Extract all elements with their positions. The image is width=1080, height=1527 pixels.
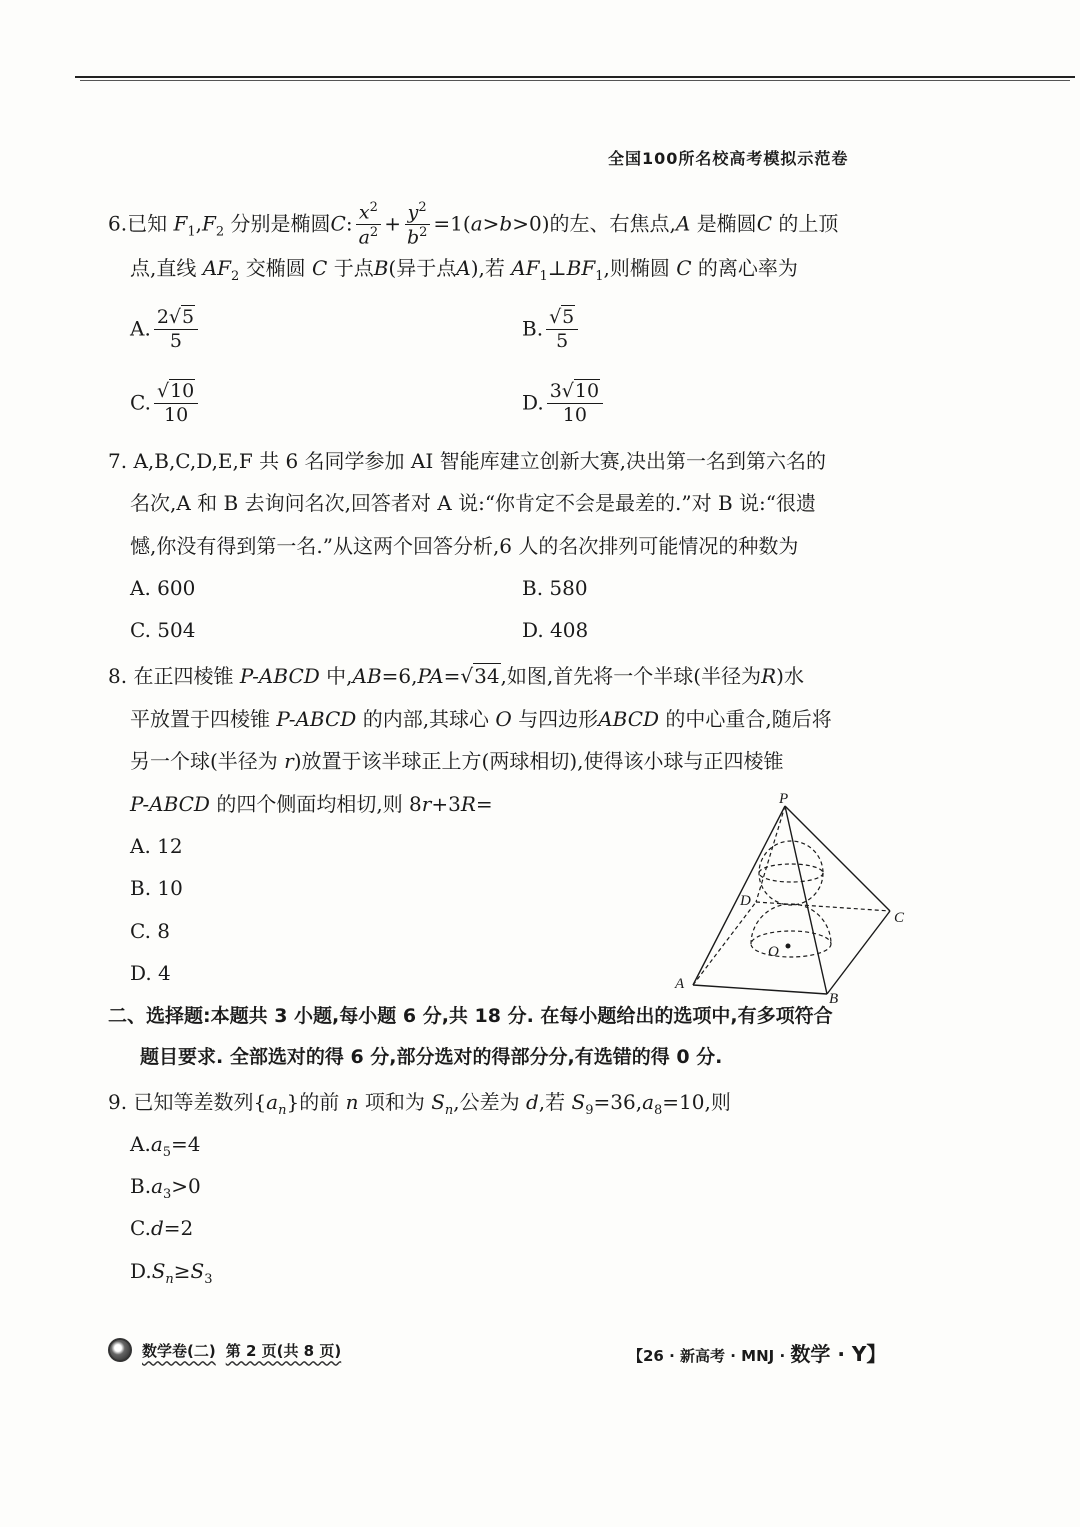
q8-line-3: 另一个球(半径为 r)放置于该半球正上方(两球相切),使得该小球与正四棱锥 xyxy=(130,749,784,773)
pyramid-figure xyxy=(660,785,920,1010)
small-sphere-equator xyxy=(759,864,823,882)
header-rule xyxy=(75,76,1075,78)
label-B: B xyxy=(829,991,839,1007)
q7-option-b: B. 580 xyxy=(522,576,588,600)
footer-left xyxy=(108,1338,341,1362)
hemisphere-base xyxy=(751,931,831,957)
q7-option-c: C. 504 xyxy=(130,618,196,642)
q8-line-4: P-ABCD 的四个侧面均相切,则 8r+3R= xyxy=(130,792,493,816)
label-C: C xyxy=(894,910,905,926)
q6-option-d: D. $\frac{3√10}{10}$ xyxy=(522,380,606,428)
label-A: A xyxy=(675,976,685,992)
header-title: 全国100所名校高考模拟示范卷 xyxy=(608,149,849,168)
footer-right: 【26 · 新高考 · MNJ · 数学 · Y】 xyxy=(628,1342,887,1366)
q6-option-a: A. $\frac{2√5}{5}$ xyxy=(130,306,201,354)
q8-option-b: B. 10 xyxy=(130,876,183,900)
school-logo-icon xyxy=(108,1338,132,1362)
section2-heading-line-1: 二、选择题:本题共 3 小题,每小题 6 分,共 18 分. 在每小题给出的选项中,有多项符合 xyxy=(108,1005,833,1027)
q7-line-1: 7. A,B,C,D,E,F 共 6 名同学参加 AI 智能库建立创新大赛,决出第一名到第六名的 xyxy=(108,449,826,473)
header-rule-thin xyxy=(80,80,1070,81)
small-sphere xyxy=(759,841,823,905)
q8-option-a: A. 12 xyxy=(130,834,183,858)
edge-BC xyxy=(827,911,890,994)
label-P: P xyxy=(779,791,789,807)
q7-line-2: 名次,A 和 B 去询问名次,回答者对 A 说:“你肯定不会是最差的.”对 B 说:“很遗 xyxy=(130,491,817,515)
hemisphere-dome xyxy=(751,904,831,944)
footer-paper-name: 数学卷(二) xyxy=(142,1341,216,1360)
edge-PB xyxy=(785,806,827,994)
q9-option-d: $D.S_n\ge S_3$ xyxy=(130,1259,213,1287)
label-D: D xyxy=(740,893,751,909)
edge-AD-hidden xyxy=(693,902,756,985)
q6-option-c: C. $\frac{√10}{10}$ xyxy=(130,380,201,428)
q9-option-c: C.d=2 xyxy=(130,1216,194,1240)
q9-stem: 9. 已知等差数列$\{a_n\}$的前 n 项和为 $S_n$,公差为 d,若 $S_9=36,a_8=10$,则 xyxy=(108,1090,731,1118)
q7-line-3: 憾,你没有得到第一名.”从这两个回答分析,6 人的名次排列可能情况的种数为 xyxy=(130,534,799,558)
edge-DC-hidden xyxy=(756,902,890,911)
edge-PC xyxy=(785,806,890,911)
q8-option-c: C. 8 xyxy=(130,919,171,943)
q8-line-2: 平放置于四棱锥 P-ABCD 的内部,其球心 O 与四边形ABCD 的中心重合,随后将 xyxy=(130,707,832,731)
q7-option-a: A. 600 xyxy=(130,576,196,600)
q6-frac-y: $\frac{y^2}{b^2}$ xyxy=(404,200,430,250)
q6-line-1: 6.已知 $F_1,F_2$ 分别是椭圆C: $\frac{x^2}{a^2}$ + $\frac{y^2}{b^2}$ =1(a>b>0)的左、右焦点,A 是椭圆C 的上顶 xyxy=(108,200,839,249)
q6-option-b: B. $\frac{√5}{5}$ xyxy=(522,306,581,354)
q7-option-d: D. 408 xyxy=(522,618,589,642)
label-O: O xyxy=(768,944,779,960)
edge-AB xyxy=(693,985,827,994)
footer-page-number: 第 2 页(共 8 页) xyxy=(225,1341,342,1360)
center-point-O xyxy=(786,944,791,949)
q6-line-2: 点,直线 $AF_2$ 交椭圆 C 于点B(异于点A),若 $AF_1\perp BF_1$,则椭圆 C 的离心率为 xyxy=(130,256,798,284)
q8-line-1: 8. 在正四棱锥 P-ABCD 中,AB=6,PA=√34,如图,首先将一个半球(半径为R)水 xyxy=(108,664,804,688)
q8-option-d: D. 4 xyxy=(130,961,171,985)
q9-option-b: $B.a_3>0$ xyxy=(130,1174,201,1202)
q6-frac-x: $\frac{x^2}{a^2}$ xyxy=(356,200,382,250)
section2-heading-line-2: 题目要求. 全部选对的得 6 分,部分选对的得部分分,有选错的得 0 分. xyxy=(140,1046,723,1068)
q9-option-a: $A.a_5=4$ xyxy=(130,1132,201,1160)
